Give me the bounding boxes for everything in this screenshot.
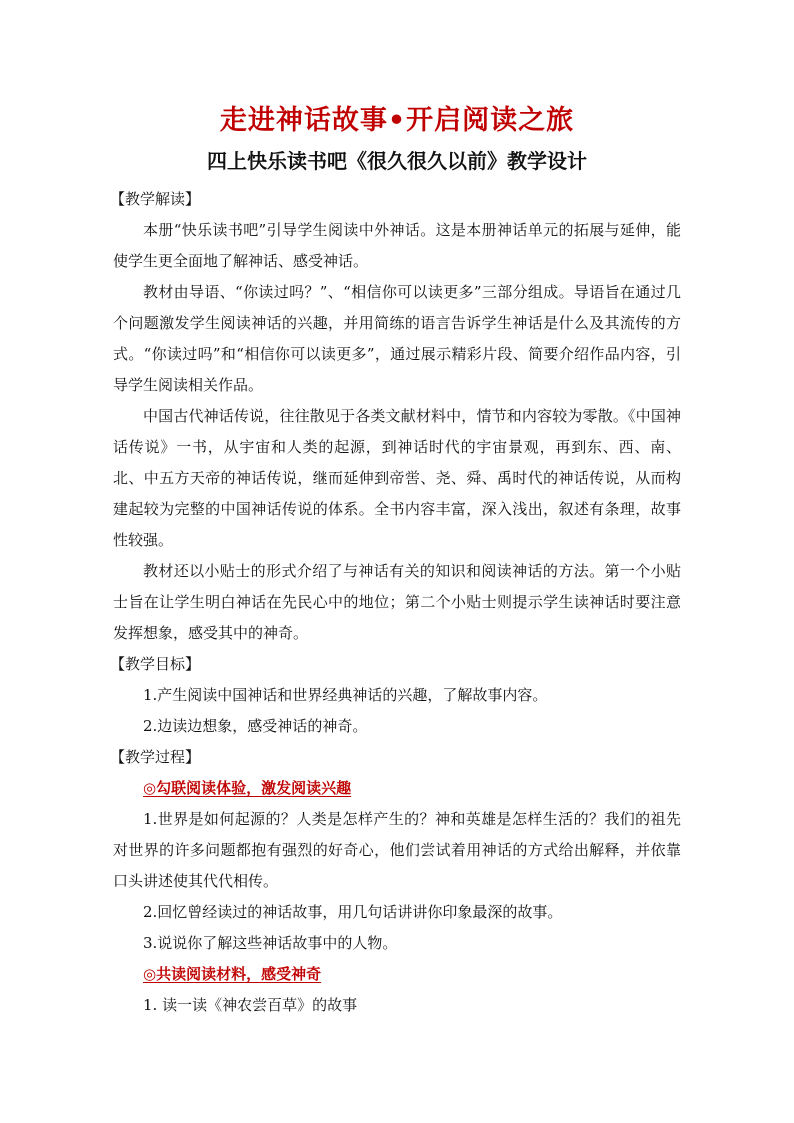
paragraph: 1.世界是如何起源的？人类是怎样产生的？神和英雄是怎样生活的？我们的祖先对世界的许多问题都抱有强烈的好奇心，他们尝试着用神话的方式给出解释，并依靠口头讲述使其代代相传。 [113,810,681,890]
goal-item: 2.边读边想象，感受神话的神奇。 [143,717,368,735]
process-item: 3.说说你了解这些神话故事中的人物。 [143,934,398,952]
process-item: 2.回忆曾经读过的神话故事，用几句话讲讲你印象最深的故事。 [143,903,563,921]
document-body [110,184,681,1021]
paragraph: 本册“快乐读书吧”引导学生阅读中外神话。这是本册神话单元的拓展与延伸，能使学生更全面地了解神话、感受神话。 [113,221,681,270]
process-section-title [113,959,681,990]
paragraph: 中国古代神话传说，往往散见于各类文献材料中，情节和内容较为零散。《中国神话传说》一书，从宇宙和人类的起源，到神话时代的宇宙景观，再到东、西、南、北、中五方天帝的神话传说，继而延伸到帝喾、尧、舜、禹时代的神话传说，从而构建起较为完整的中国神话传说的体系。全书内容丰富，深入浅出，叙述有条理，故事性较强。 [113,407,681,549]
heading-process: 【教学过程】 [110,748,201,766]
process-section-title-text: ◎勾联阅读体验，激发阅读兴趣 [143,779,352,797]
process-section-title-text: ◎共读阅读材料，感受神奇 [143,965,322,983]
document-subtitle: 四上快乐读书吧《很久很久以前》教学设计 [207,149,587,173]
heading-interpretation: 【教学解读】 [110,190,201,208]
process-section-title [113,773,681,804]
paragraph: 教材由导语、“你读过吗？”、“相信你可以读更多”三部分组成。导语旨在通过几个问题激发学生阅读神话的兴趣，并用简练的语言告诉学生神话是什么及其流传的方式。“你读过吗”和“相信你可以读更多”，通过展示精彩片段、简要介绍作品内容，引导学生阅读相关作品。 [113,283,681,394]
process-item: 1. 读一读《神农尝百草》的故事 [143,996,358,1014]
paragraph: 教材还以小贴士的形式介绍了与神话有关的知识和阅读神话的方法。第一个小贴士旨在让学生明白神话在先民心中的地位；第二个小贴士则提示学生读神话时要注意发挥想象，感受其中的神奇。 [113,562,681,642]
heading-goals: 【教学目标】 [110,655,201,673]
goal-item: 1.产生阅读中国神话和世界经典神话的兴趣，了解故事内容。 [143,686,548,704]
document-title: 走进神话故事•开启阅读之旅 [219,105,575,136]
